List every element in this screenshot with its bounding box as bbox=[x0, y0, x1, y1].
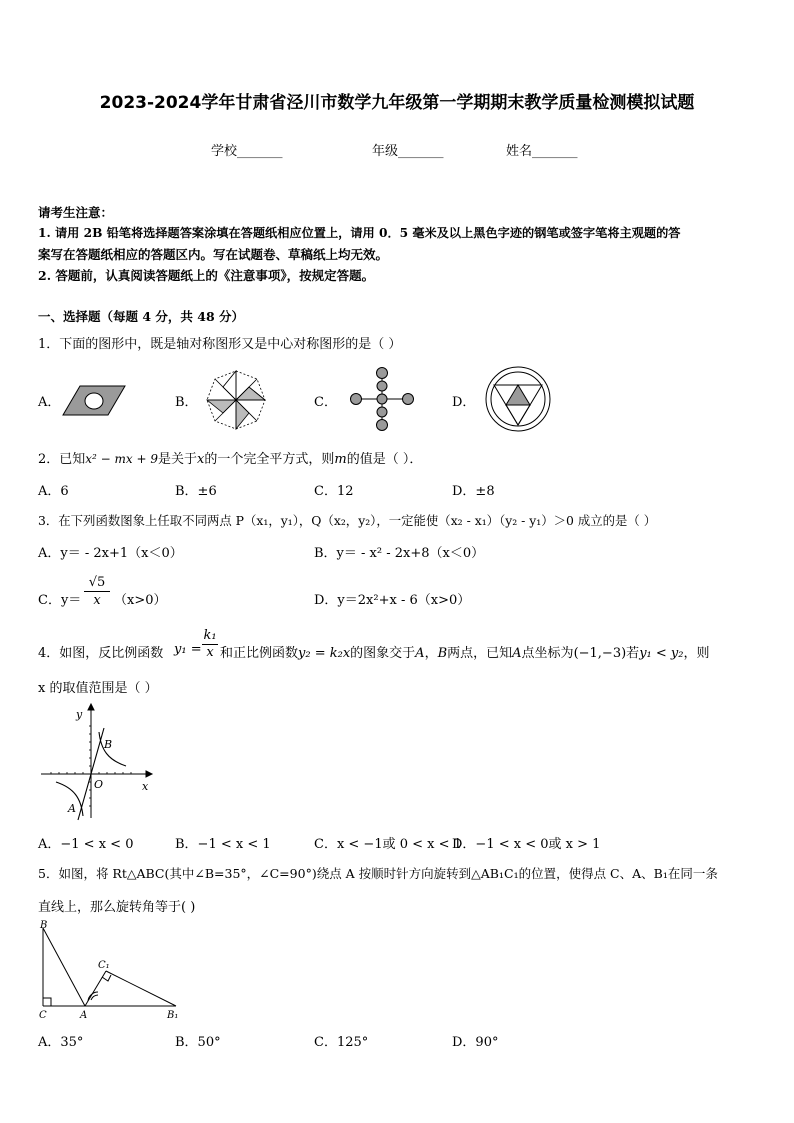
q5-label-b1: B₁ bbox=[167, 1010, 179, 1021]
q2-text-3: 的一个完全平方式，则 bbox=[204, 452, 335, 467]
q5-option-b: B．50° bbox=[175, 1035, 221, 1050]
q4-text-5: 两点，已知 bbox=[447, 646, 513, 661]
q4-graph bbox=[38, 704, 153, 822]
q2-option-c: C．12 bbox=[314, 484, 354, 499]
q4-graph-b-label: B bbox=[104, 738, 113, 751]
q4-option-c: C．x < −1或 0 < x < 1 bbox=[314, 837, 462, 852]
q5-label-c: C bbox=[39, 1010, 47, 1021]
q4-y1-label: y₁ = bbox=[174, 642, 202, 657]
q4-option-d: D．−1 < x < 0或 x > 1 bbox=[452, 837, 601, 852]
q3-option-c-suffix: （x>0） bbox=[114, 593, 167, 608]
q4-graph-origin-label: O bbox=[94, 778, 104, 791]
q2-text-4: 的值是（ ）． bbox=[346, 452, 423, 467]
q4-text-4: ， bbox=[424, 646, 438, 661]
q5-option-a: A．35° bbox=[38, 1035, 84, 1050]
q5-stem-1: 5．如图，将 Rt△ABC(其中∠B=35°，∠C=90°)绕点 A 按顺时针方向旋转到△AB₁C₁的位置，使得点 C、A、B₁在同一条 bbox=[38, 866, 718, 881]
q4-stem-3: x 的取值范围是（ ） bbox=[38, 681, 158, 696]
q4-text-7: 若 bbox=[626, 646, 640, 661]
q3-stem: 3．在下列函数图象上任取不同两点 P（x₁，y₁），Q（x₂，y₂），一定能使（x₂ - x₁）（y₂ - y₁）＞0 成立的是（ ） bbox=[38, 513, 657, 528]
q1-stem: 1．下面的图形中，既是轴对称图形又是中心对称图形的是（ ） bbox=[38, 337, 402, 352]
name-field: 姓名_______ bbox=[506, 144, 578, 159]
q4-point-a-2: A bbox=[512, 646, 522, 661]
notice-line-2: 2. 答题前，认真阅读答题纸上的《注意事项》，按规定答题。 bbox=[38, 268, 375, 283]
q5-label-c1: C₁ bbox=[98, 960, 110, 971]
q4-graph-a-label: A bbox=[68, 802, 76, 815]
circle-triangle-figure bbox=[484, 365, 552, 433]
cross-circles-figure bbox=[349, 366, 415, 432]
q2-text-2: 是关于 bbox=[158, 452, 198, 467]
q4-point-a: A bbox=[415, 646, 425, 661]
q3-option-c-prefix: C．y＝ bbox=[38, 593, 82, 608]
q4-fraction-denominator: x bbox=[206, 645, 214, 660]
q1-option-c: C． bbox=[314, 395, 337, 410]
q3-option-d: D．y＝2x²+x - 6（x>0） bbox=[314, 593, 471, 608]
q4-inequality: y₁ < y₂ bbox=[639, 646, 684, 661]
q4-fraction-numerator: k₁ bbox=[203, 628, 217, 643]
q3-option-c bbox=[38, 589, 81, 608]
q4-text-8: ，则 bbox=[683, 646, 710, 661]
page-title: 2023-2024学年甘肃省泾川市数学九年级第一学期期末教学质量检测模拟试题 bbox=[99, 93, 695, 113]
q2-text-1: 2．已知 bbox=[38, 452, 86, 467]
q4-text-3: 的图象交于 bbox=[350, 646, 416, 661]
notice-heading: 请考生注意： bbox=[38, 205, 114, 220]
q2-variable-x: x bbox=[197, 452, 205, 467]
q4-stem-2 bbox=[220, 642, 709, 661]
grade-field: 年级_______ bbox=[372, 144, 444, 159]
pinwheel-figure bbox=[203, 367, 269, 433]
q4-text-6: 点坐标为 bbox=[521, 646, 574, 661]
q2-expression: x² − mx + 9 bbox=[85, 452, 159, 466]
q4-stem-1 bbox=[38, 642, 163, 661]
q5-label-a: A bbox=[80, 1010, 88, 1021]
q4-option-b: B．−1 < x < 1 bbox=[175, 837, 271, 852]
notice-line-1b: 案写在答题纸相应的答题区内。写在试题卷、草稿纸上均无效。 bbox=[38, 247, 389, 262]
q4-y1 bbox=[174, 642, 202, 657]
q5-triangle-figure bbox=[36, 918, 186, 1022]
q3-option-c-numerator: √5 bbox=[84, 574, 110, 592]
q4-text-2: 和正比例函数 bbox=[220, 646, 299, 661]
q1-option-b: B． bbox=[175, 395, 198, 410]
q5-label-b: B bbox=[40, 920, 48, 931]
q5-option-d: D．90° bbox=[452, 1035, 499, 1050]
q4-y2: y₂ = k₂x bbox=[298, 646, 351, 661]
q5-stem-2: 直线上，那么旋转角等于( ) bbox=[38, 900, 196, 915]
q4-option-a: A．−1 < x < 0 bbox=[38, 837, 134, 852]
q4-point-b: B bbox=[437, 646, 448, 661]
section-heading: 一、选择题（每题 4 分，共 48 分） bbox=[38, 309, 245, 324]
q1-option-d: D． bbox=[452, 395, 476, 410]
school-field: 学校_______ bbox=[211, 144, 283, 159]
q2-variable-m: m bbox=[334, 452, 347, 467]
q2-option-a: A．6 bbox=[38, 484, 69, 499]
q3-option-b: B．y＝ - x² - 2x+8（x＜0） bbox=[314, 546, 485, 561]
q3-option-c-fraction bbox=[84, 574, 110, 609]
notice-line-1a: 1. 请用 2B 铅笔将选择题答案涂填在答题纸相应位置上，请用 0．5 毫米及以上黑色字迹的钢笔或签字笔将主观题的答 bbox=[38, 226, 681, 240]
q4-coordinate: (−1,−3) bbox=[573, 646, 627, 661]
parallelogram-figure bbox=[60, 382, 128, 418]
q2-stem bbox=[38, 448, 422, 467]
q3-option-a: A．y＝ - 2x+1（x＜0） bbox=[38, 546, 183, 561]
q4-graph-x-label: x bbox=[142, 780, 149, 793]
q4-fraction bbox=[202, 628, 218, 661]
q1-option-a: A． bbox=[38, 395, 61, 410]
q2-option-b: B．±6 bbox=[175, 484, 217, 499]
q4-text-1: 4．如图，反比例函数 bbox=[38, 646, 164, 661]
q2-option-d: D．±8 bbox=[452, 484, 495, 499]
q4-graph-y-label: y bbox=[76, 708, 83, 721]
q5-option-c: C．125° bbox=[314, 1035, 369, 1050]
q3-option-c-denominator: x bbox=[93, 593, 101, 608]
